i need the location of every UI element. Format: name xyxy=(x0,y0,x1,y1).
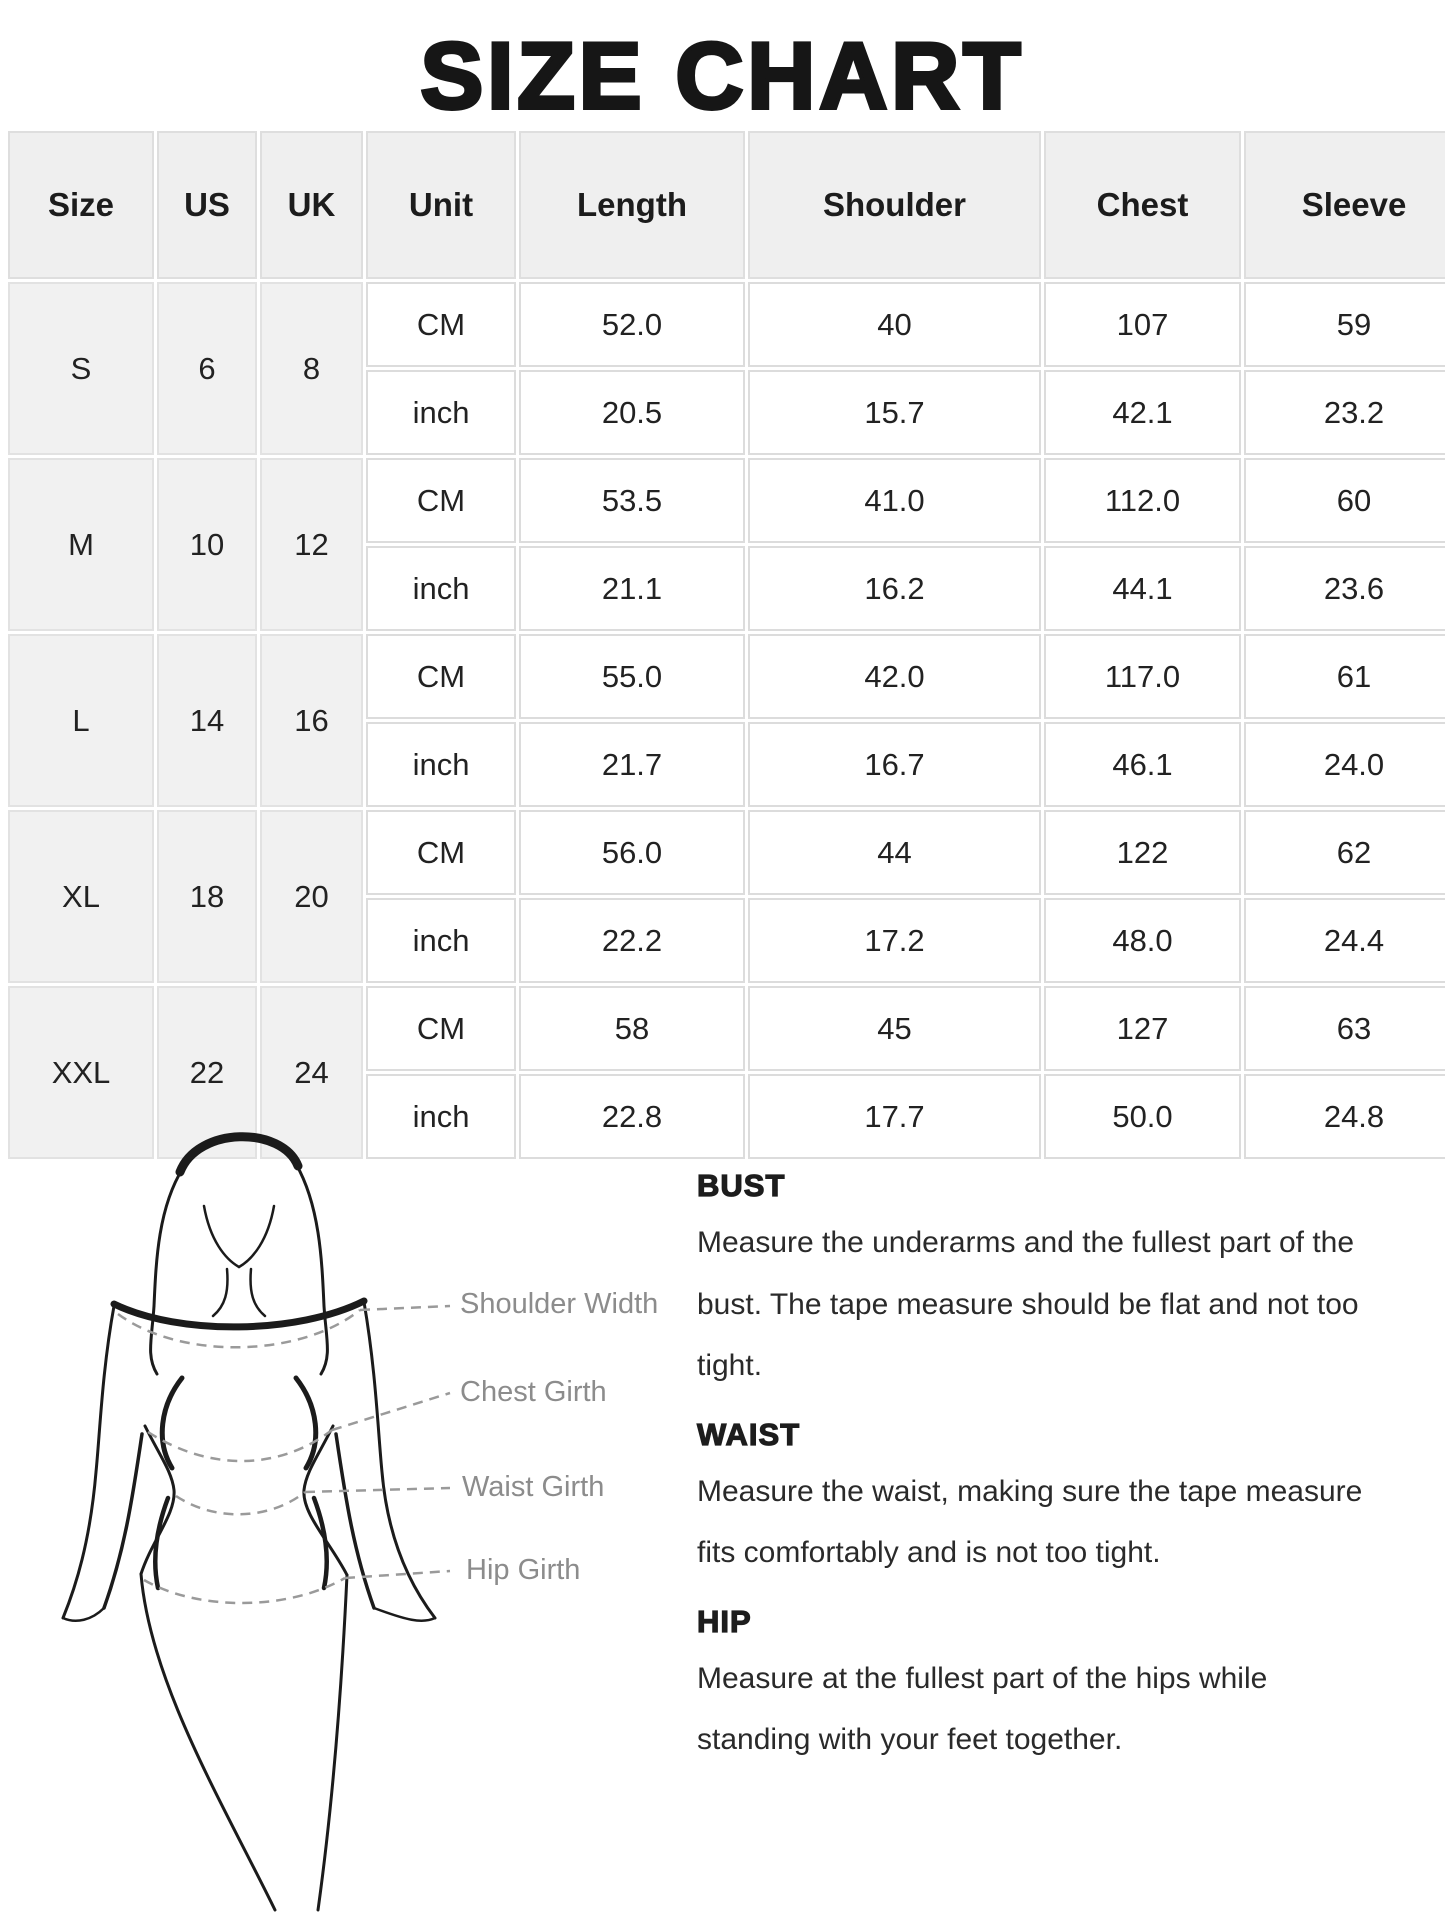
header-uk: UK xyxy=(260,131,363,279)
table-header-row xyxy=(8,131,1445,279)
value-cell: 60 xyxy=(1244,458,1445,543)
value-cell: 40 xyxy=(748,282,1041,367)
unit-cell: inch xyxy=(366,722,516,807)
figure-bust-right xyxy=(296,1378,316,1468)
figure-arm-outer-right xyxy=(364,1302,435,1618)
uk-cell: 12 xyxy=(260,458,363,631)
table-row xyxy=(8,634,1445,719)
value-cell: 45 xyxy=(748,986,1041,1071)
value-cell: 23.2 xyxy=(1244,370,1445,455)
chest-dash-curve xyxy=(148,1430,332,1461)
value-cell: 56.0 xyxy=(519,810,745,895)
value-cell: 117.0 xyxy=(1044,634,1241,719)
figure-hip-accent-right xyxy=(314,1498,327,1588)
value-cell: 22.2 xyxy=(519,898,745,983)
size-cell: XL xyxy=(8,810,154,983)
figure-hair-right xyxy=(296,1164,327,1374)
figure-hair-left xyxy=(151,1168,183,1374)
value-cell: 63 xyxy=(1244,986,1445,1071)
figure-hand-right xyxy=(374,1608,435,1621)
value-cell: 22.8 xyxy=(519,1074,745,1159)
value-cell: 23.6 xyxy=(1244,546,1445,631)
chest-leader-line xyxy=(332,1393,450,1430)
value-cell: 50.0 xyxy=(1044,1074,1241,1159)
uk-cell: 8 xyxy=(260,282,363,455)
unit-cell: CM xyxy=(366,458,516,543)
hip-dash-curve xyxy=(144,1578,345,1603)
value-cell: 24.0 xyxy=(1244,722,1445,807)
size-table xyxy=(5,128,1445,1162)
figure-leg-left xyxy=(141,1574,275,1910)
bust-heading: BUST xyxy=(697,1168,786,1203)
waist-text: Measure the waist, making sure the tape measure fits comfortably and is not too tight. xyxy=(697,1474,1363,1569)
figure-neck-left xyxy=(213,1269,227,1316)
value-cell: 17.7 xyxy=(748,1074,1041,1159)
figure-arm-inner-right xyxy=(336,1434,374,1608)
us-cell: 6 xyxy=(157,282,257,455)
figure-face-left xyxy=(204,1206,239,1267)
figure-leg-right xyxy=(318,1575,347,1910)
unit-cell: CM xyxy=(366,810,516,895)
header-unit: Unit xyxy=(366,131,516,279)
uk-cell: 24 xyxy=(260,986,363,1159)
unit-cell: inch xyxy=(366,1074,516,1159)
value-cell: 42.0 xyxy=(748,634,1041,719)
waist-girth-label: Waist Girth xyxy=(462,1471,605,1503)
figure-hip-accent-left xyxy=(155,1498,168,1588)
table-row xyxy=(8,986,1445,1071)
figure-hand-left xyxy=(63,1608,104,1621)
us-cell: 14 xyxy=(157,634,257,807)
value-cell: 62 xyxy=(1244,810,1445,895)
measuring-guide xyxy=(697,1168,1365,1791)
value-cell: 24.4 xyxy=(1244,898,1445,983)
value-cell: 42.1 xyxy=(1044,370,1241,455)
uk-cell: 16 xyxy=(260,634,363,807)
value-cell: 122 xyxy=(1044,810,1241,895)
figure-bust-left xyxy=(162,1378,182,1468)
waist-heading: WAIST xyxy=(697,1416,801,1452)
table-row xyxy=(8,458,1445,543)
value-cell: 21.1 xyxy=(519,546,745,631)
hip-girth-label: Hip Girth xyxy=(466,1554,581,1586)
figure-hair-top xyxy=(180,1137,298,1172)
shoulder-leader-line xyxy=(360,1306,450,1310)
figure-arm-inner-left xyxy=(104,1434,142,1608)
uk-cell: 20 xyxy=(260,810,363,983)
unit-cell: inch xyxy=(366,546,516,631)
shoulder-width-label: Shoulder Width xyxy=(460,1288,659,1320)
waist-dash-curve xyxy=(176,1492,305,1514)
value-cell: 44 xyxy=(748,810,1041,895)
value-cell: 55.0 xyxy=(519,634,745,719)
unit-cell: CM xyxy=(366,986,516,1071)
chest-girth-label: Chest Girth xyxy=(460,1376,607,1408)
value-cell: 46.1 xyxy=(1044,722,1241,807)
unit-cell: CM xyxy=(366,282,516,367)
value-cell: 24.8 xyxy=(1244,1074,1445,1159)
header-size: Size xyxy=(8,131,154,279)
size-cell: XXL xyxy=(8,986,154,1159)
value-cell: 52.0 xyxy=(519,282,745,367)
value-cell: 17.2 xyxy=(748,898,1041,983)
value-cell: 44.1 xyxy=(1044,546,1241,631)
value-cell: 53.5 xyxy=(519,458,745,543)
value-cell: 16.2 xyxy=(748,546,1041,631)
us-cell: 22 xyxy=(157,986,257,1159)
hip-text: Measure at the fullest part of the hips while standing with your feet together. xyxy=(697,1661,1268,1756)
value-cell: 127 xyxy=(1044,986,1241,1071)
header-length: Length xyxy=(519,131,745,279)
header-shoulder: Shoulder xyxy=(748,131,1041,279)
value-cell: 48.0 xyxy=(1044,898,1241,983)
header-chest: Chest xyxy=(1044,131,1241,279)
figure-neck-right xyxy=(251,1269,265,1316)
value-cell: 107 xyxy=(1044,282,1241,367)
body-measurement-diagram xyxy=(30,1110,690,1915)
value-cell: 41.0 xyxy=(748,458,1041,543)
unit-cell: inch xyxy=(366,370,516,455)
value-cell: 59 xyxy=(1244,282,1445,367)
page-title: SIZE CHART xyxy=(420,23,1025,128)
value-cell: 58 xyxy=(519,986,745,1071)
hip-heading: HIP xyxy=(697,1603,752,1639)
us-cell: 18 xyxy=(157,810,257,983)
waist-leader-line xyxy=(305,1488,450,1492)
value-cell: 15.7 xyxy=(748,370,1041,455)
size-cell: L xyxy=(8,634,154,807)
size-cell: M xyxy=(8,458,154,631)
value-cell: 20.5 xyxy=(519,370,745,455)
value-cell: 16.7 xyxy=(748,722,1041,807)
figure-face-right xyxy=(239,1206,274,1267)
table-row xyxy=(8,282,1445,367)
value-cell: 112.0 xyxy=(1044,458,1241,543)
female-figure-illustration xyxy=(30,1110,690,1915)
header-sleeve: Sleeve xyxy=(1244,131,1445,279)
bust-text: Measure the underarms and the fullest part of the bust. The tape measure should be flat and not too tight. xyxy=(697,1226,1359,1382)
us-cell: 10 xyxy=(157,458,257,631)
figure-arm-outer-left xyxy=(63,1306,114,1618)
table-row xyxy=(8,810,1445,895)
size-cell: S xyxy=(8,282,154,455)
unit-cell: inch xyxy=(366,898,516,983)
header-us: US xyxy=(157,131,257,279)
value-cell: 21.7 xyxy=(519,722,745,807)
value-cell: 61 xyxy=(1244,634,1445,719)
unit-cell: CM xyxy=(366,634,516,719)
